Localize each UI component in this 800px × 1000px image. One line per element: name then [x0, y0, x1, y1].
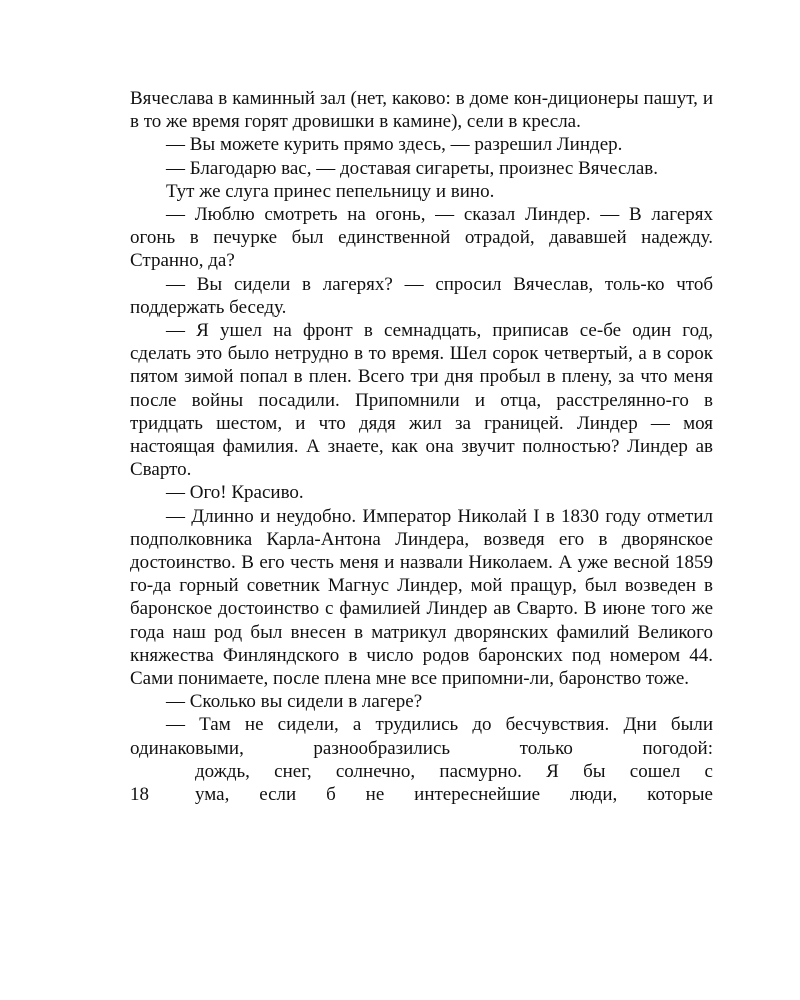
- paragraph-tail-line: [130, 760, 713, 783]
- paragraph: — Люблю смотреть на огонь, — сказал Линдер. — В лагерях огонь в печурке был единственной отрадой, дававшей надежду. Странно, да?: [130, 204, 713, 272]
- paragraph: Тут же слуга принес пепельницу и вино.: [166, 180, 495, 202]
- word: интереснейшие: [414, 784, 541, 806]
- paragraph: — Благодарю вас, — доставая сигареты, произнес Вячеслав.: [166, 157, 659, 179]
- word: б: [326, 784, 336, 806]
- paragraph: Вячеслава в каминный зал (нет, каково: в доме кон-диционеры пашут, и в то же время горят дровишки в камине), сели в кресла.: [130, 88, 713, 133]
- word: люди,: [569, 784, 618, 806]
- paragraph: — Длинно и неудобно. Император Николай I в 1830 году отметил подполковника Карла-Антона Линдера, возведя его в дворянское достоинство. В его честь меня и назвали Николаем. А уже весной 1859 го-да горный советник Магнус Линдер, мой пращур, был возведен в баронское достоинство с фамилией Линдер ав Сварто. В июне того же года наш род был внесен в матрикул дворянских фамилий Великого княжества Финляндского в число родов баронских под номером 44. Сами понимаете, после плена мне все припомни-ли, баронство тоже.: [130, 505, 713, 690]
- page-number: 18: [130, 784, 149, 806]
- paragraph: — Вы можете курить прямо здесь, — разрешил Линдер.: [166, 134, 623, 156]
- tail-line-words: [195, 783, 713, 806]
- paragraph: — Я ушел на фронт в семнадцать, приписав се-бе один год, сделать это было нетрудно в то время. Шел сорок четвертый, а в сорок пятом зимой попал в плен. Всего три дня пробыл в плену, за что меня после войны посадили. Припомнили и отца, расстрелянно-го в тридцать шестом, и что дядя жил за границей. Линдер — моя настоящая фамилия. А знаете, как она звучит полностью? Линдер ав Сварто.: [130, 320, 713, 481]
- body-text: [130, 87, 713, 806]
- last-line-with-page-number: [130, 783, 713, 806]
- paragraph: — Сколько вы сидели в лагере?: [166, 691, 423, 713]
- word: если: [259, 784, 297, 806]
- paragraph: — Там не сидели, а трудились до бесчувствия. Дни были одинаковыми, разнообразились только погодой:: [130, 714, 713, 759]
- word: не: [365, 784, 385, 806]
- paragraph: — Ого! Красиво.: [166, 482, 304, 504]
- tail-line-text: дождь, снег, солнечно, пасмурно. Я бы сошел с: [195, 760, 713, 782]
- word: которые: [647, 784, 713, 806]
- word: ума,: [195, 784, 230, 806]
- paragraph: — Вы сидели в лагерях? — спросил Вячеслав, толь-ко чтоб поддержать беседу.: [130, 273, 713, 318]
